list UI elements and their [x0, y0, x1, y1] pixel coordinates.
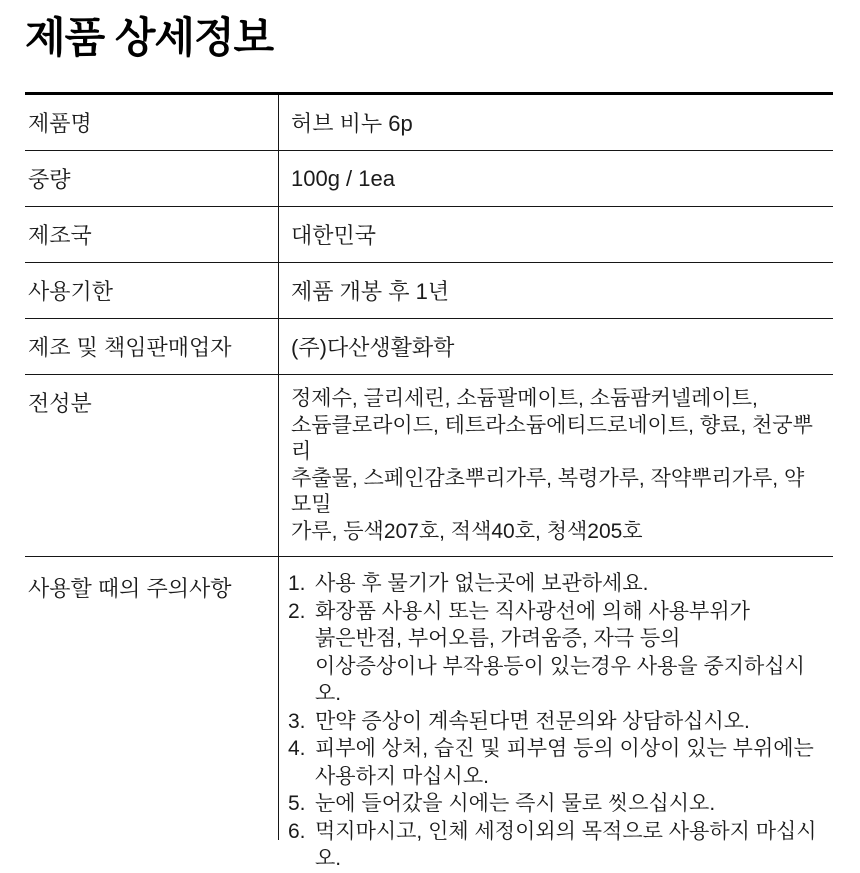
row-value: 대한민국: [278, 207, 833, 262]
table-row-country: [25, 207, 833, 263]
precaution-text: [315, 735, 829, 790]
row-value: 제품 개봉 후 1년: [278, 263, 833, 318]
precaution-item: [288, 570, 829, 598]
precaution-number: 6.: [288, 819, 306, 843]
precaution-item: [288, 708, 829, 736]
precaution-number: 4.: [288, 737, 306, 760]
precaution-item: [288, 790, 829, 818]
precaution-text: [315, 708, 829, 736]
ingredients-line: 추출물, 스페인감초뿌리가루, 복령가루, 작약뿌리가루, 약모밀: [291, 466, 805, 516]
row-label: 전성분: [28, 391, 92, 416]
row-value-ingredients: [278, 375, 833, 556]
ingredients-line: 소듐클로라이드, 테트라소듐에티드로네이트, 향료, 천궁뿌리: [291, 413, 813, 463]
precaution-number: 1.: [288, 572, 306, 595]
precaution-text: [315, 570, 829, 598]
table-row-precautions: [25, 557, 833, 870]
precaution-line: 눈에 들어갔을 시에는 즉시 물로 씻으십시오.: [315, 792, 716, 815]
row-label: 제조 및 책임판매업자: [28, 335, 232, 360]
precaution-line: 사용하지 마십시오.: [315, 764, 489, 788]
table-row-product-name: [25, 95, 833, 151]
row-value: (주)다산생활화학: [278, 319, 833, 374]
ingredients-line: 가루, 등색207호, 적색40호, 청색205호: [291, 519, 643, 543]
row-label: 중량: [28, 167, 71, 192]
precaution-line: 이상증상이나 부작용등이 있는경우 사용을 중지하십시오.: [315, 654, 805, 705]
row-value-precautions: [278, 557, 833, 870]
row-label: 사용기한: [28, 279, 114, 304]
precaution-line: 먹지마시고, 인체 세정이외의 목적으로 사용하지 마십시오.: [315, 819, 817, 870]
ingredients-line: 정제수, 글리세린, 소듐팔메이트, 소듐팜커넬레이트,: [291, 387, 758, 410]
table-row-ingredients: [25, 375, 833, 557]
precaution-line: 만약 증상이 계속된다면 전문의와 상담하십시오.: [315, 709, 750, 733]
precaution-text: [315, 790, 829, 818]
precaution-number: 5.: [288, 792, 306, 815]
page-title: 제품 상세정보: [25, 14, 274, 61]
precaution-line: 붉은반점, 부어오름, 가려움증, 자극 등의: [315, 627, 681, 650]
row-value: 허브 비누 6p: [278, 95, 833, 150]
precaution-number: 2.: [288, 599, 306, 623]
precaution-line: 화장품 사용시 또는 직사광선에 의해 사용부위가: [315, 599, 750, 623]
table-row-manufacturer: [25, 319, 833, 375]
product-detail-table: [25, 92, 833, 870]
precaution-text: [315, 598, 829, 708]
precaution-text: [315, 818, 829, 873]
row-label: 제품명: [28, 111, 92, 136]
precaution-number: 3.: [288, 709, 306, 733]
precaution-item: [288, 818, 829, 873]
row-label: 제조국: [28, 223, 92, 248]
precaution-item: [288, 598, 829, 708]
precaution-line: 사용 후 물기가 없는곳에 보관하세요.: [315, 572, 649, 595]
row-label: 사용할 때의 주의사항: [28, 576, 232, 601]
precaution-item: [288, 735, 829, 790]
row-value: 100g / 1ea: [278, 151, 833, 206]
table-row-expiry: [25, 263, 833, 319]
precaution-line: 피부에 상처, 습진 및 피부염 등의 이상이 있는 부위에는: [315, 737, 814, 760]
table-row-weight: [25, 151, 833, 207]
